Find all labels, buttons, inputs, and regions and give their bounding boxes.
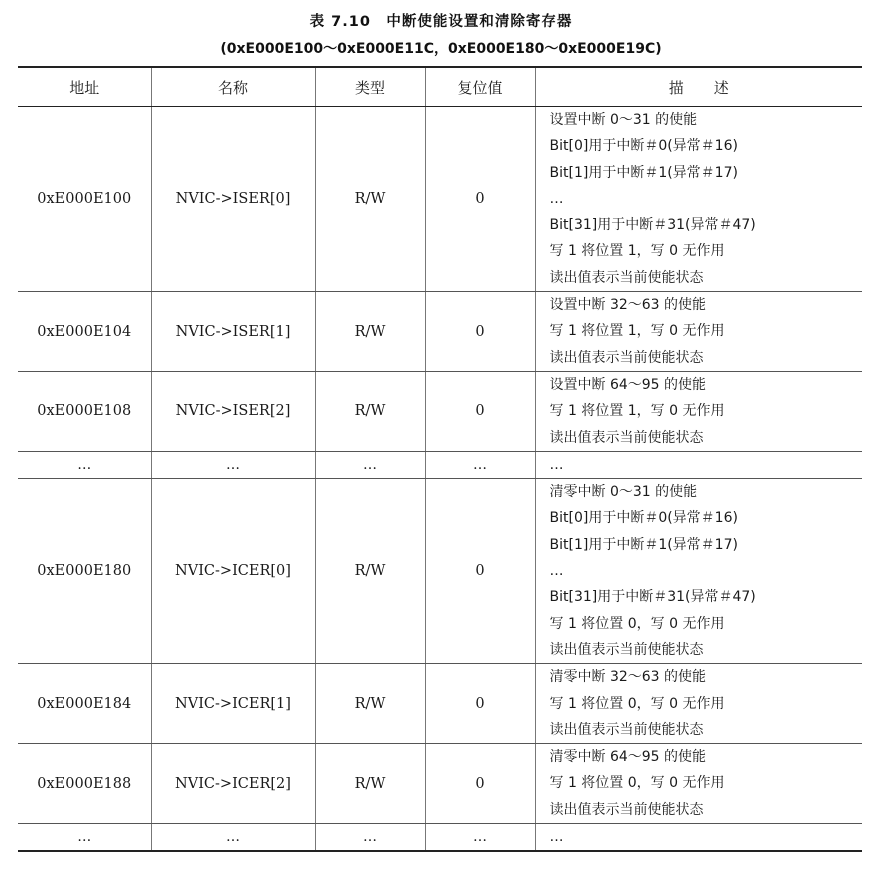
description-line: 清零中断 64～95 的使能 (549, 749, 707, 766)
header-name: 名称 (151, 67, 315, 107)
description-line: 读出值表示当前使能状态 (549, 269, 704, 286)
description-line: 写 1 将位置 0，写 0 无作用 (549, 695, 725, 712)
cell-address: … (18, 824, 151, 852)
cell-type: R/W (315, 107, 425, 292)
description-line: 读出值表示当前使能状态 (549, 429, 704, 446)
header-reset: 复位值 (425, 67, 535, 107)
cell-name: … (151, 451, 315, 478)
description-line: 写 1 将位置 1，写 0 无作用 (549, 243, 725, 260)
description-line: 写 1 将位置 0，写 0 无作用 (549, 775, 725, 792)
description-line: Bit[1]用于中断＃1(异常＃17) (549, 536, 738, 553)
cell-name: NVIC->ISER[2] (151, 371, 315, 451)
cell-reset: 0 (425, 292, 535, 372)
description-line: 设置中断 32～63 的使能 (549, 297, 707, 314)
register-table (18, 66, 862, 852)
description-line: 清零中断 32～63 的使能 (549, 669, 707, 686)
description-line: … (549, 190, 564, 207)
cell-reset: … (425, 451, 535, 478)
cell-reset: 0 (425, 107, 535, 292)
cell-description (535, 292, 862, 372)
header-address: 地址 (18, 67, 151, 107)
table-row (18, 107, 862, 292)
description-line: … (549, 563, 564, 580)
cell-name: NVIC->ICER[1] (151, 664, 315, 744)
description-line: … (549, 456, 564, 473)
table-row (18, 479, 862, 664)
table-body (18, 107, 862, 852)
description-line: Bit[1]用于中断＃1(异常＃17) (549, 164, 738, 181)
cell-description (535, 451, 862, 478)
table-row (18, 824, 862, 852)
description-line: Bit[0]用于中断＃0(异常＃16) (549, 138, 738, 155)
description-line: Bit[0]用于中断＃0(异常＃16) (549, 510, 738, 527)
cell-description (535, 107, 862, 292)
cell-description (535, 371, 862, 451)
header-description: 描 述 (535, 67, 862, 107)
description-line: 读出值表示当前使能状态 (549, 801, 704, 818)
cell-type: R/W (315, 292, 425, 372)
cell-type: R/W (315, 479, 425, 664)
cell-address: 0xE000E184 (18, 664, 151, 744)
cell-reset: 0 (425, 664, 535, 744)
cell-reset: 0 (425, 744, 535, 824)
description-line: … (549, 829, 564, 846)
cell-address: 0xE000E188 (18, 744, 151, 824)
cell-name: … (151, 824, 315, 852)
description-line: 写 1 将位置 1，写 0 无作用 (549, 323, 725, 340)
cell-name: NVIC->ICER[0] (151, 479, 315, 664)
cell-reset: … (425, 824, 535, 852)
cell-address: … (18, 451, 151, 478)
table-row (18, 451, 862, 478)
description-line: 读出值表示当前使能状态 (549, 721, 704, 738)
description-line: 清零中断 0～31 的使能 (549, 484, 698, 501)
cell-type: … (315, 451, 425, 478)
description-line: 设置中断 0～31 的使能 (549, 112, 698, 128)
cell-type: R/W (315, 664, 425, 744)
cell-type: R/W (315, 744, 425, 824)
cell-type: … (315, 824, 425, 852)
cell-address: 0xE000E180 (18, 479, 151, 664)
table-row (18, 744, 862, 824)
cell-name: NVIC->ISER[1] (151, 292, 315, 372)
table-row (18, 292, 862, 372)
cell-description (535, 744, 862, 824)
cell-description (535, 824, 862, 852)
cell-name: NVIC->ISER[0] (151, 107, 315, 292)
header-type: 类型 (315, 67, 425, 107)
cell-reset: 0 (425, 371, 535, 451)
cell-address: 0xE000E108 (18, 371, 151, 451)
table-row (18, 371, 862, 451)
cell-description (535, 479, 862, 664)
description-line: 写 1 将位置 0，写 0 无作用 (549, 615, 725, 632)
description-line: 读出值表示当前使能状态 (549, 641, 704, 658)
description-line: 设置中断 64～95 的使能 (549, 376, 707, 393)
cell-reset: 0 (425, 479, 535, 664)
header-row (18, 67, 862, 107)
description-line: 写 1 将位置 1，写 0 无作用 (549, 403, 725, 420)
cell-name: NVIC->ICER[2] (151, 744, 315, 824)
cell-description (535, 664, 862, 744)
cell-type: R/W (315, 371, 425, 451)
table-row (18, 664, 862, 744)
cell-address: 0xE000E104 (18, 292, 151, 372)
table-title: 表 7.10 中断使能设置和清除寄存器 (309, 14, 573, 30)
cell-address: 0xE000E100 (18, 107, 151, 292)
table-subtitle: (0xE000E100～0xE000E11C，0xE000E180～0xE000E19C) (220, 41, 662, 57)
description-line: Bit[31]用于中断＃31(异常＃47) (549, 589, 756, 606)
description-line: 读出值表示当前使能状态 (549, 349, 704, 366)
description-line: Bit[31]用于中断＃31(异常＃47) (549, 217, 756, 234)
